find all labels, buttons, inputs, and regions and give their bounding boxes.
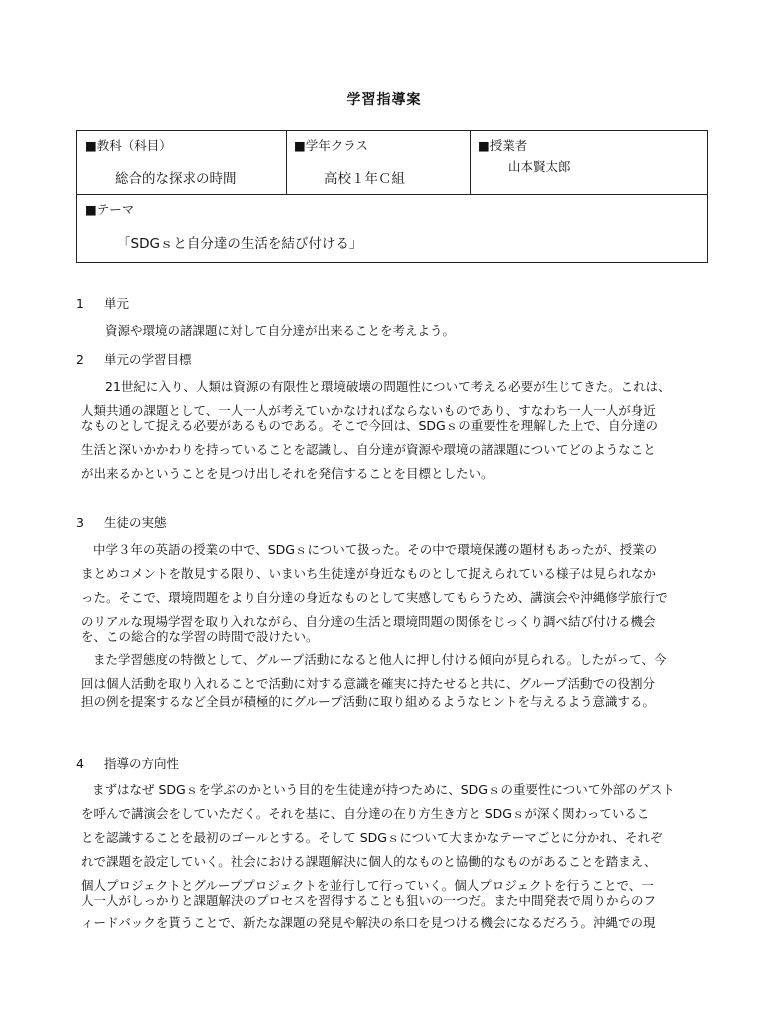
section-number: 3 bbox=[76, 515, 84, 530]
class-value: 高校１年Ｃ組 bbox=[324, 171, 405, 187]
section-4-line: れで課題を設定していく。社会における課題解決に個人的なものと協働的なものがあることを踏まえ、 bbox=[81, 854, 657, 869]
section-4-line: とを認識することを最初のゴールとする。そして SDGｓについて大まかなテーマごとに分かれ、それぞ bbox=[81, 830, 663, 845]
section-number: 1 bbox=[76, 296, 84, 311]
section-4-line: 個人プロジェクトとグループプロジェクトを並行して行っていく。個人プロジェクトを行うことで、一 bbox=[81, 878, 654, 893]
class-label: ■学年クラス bbox=[294, 138, 368, 153]
section-4-line: を呼んで講演会をしていただく。それを基に、自分達の在り方生き方と SDGｓが深く関わっているこ bbox=[81, 806, 650, 821]
section-3-line: のリアルな現場学習を取り入れながら、自分達の生活と環境問題の関係をじっくり調べ結び付ける機会 bbox=[81, 614, 656, 629]
section-2-line: 人類共通の課題として、一人一人が考えていかなければならないものであり、すなわち一人一人が身近 bbox=[81, 403, 656, 418]
section-3-line: 中学３年の英語の授業の中で、SDGｓについて扱った。その中で環境保護の題材もあったが、授業の bbox=[93, 542, 658, 557]
section-4-line: 人一人がしっかりと課題解決のプロセスを習得することも狙いの一つだ。また中間発表で周りからのフ bbox=[81, 893, 657, 908]
theme-value: 「SDGｓと自分達の生活を結び付ける」 bbox=[117, 236, 363, 252]
section-number: 2 bbox=[76, 352, 84, 367]
theme-label: ■テーマ bbox=[85, 202, 135, 217]
section-number: 4 bbox=[76, 756, 84, 771]
section-2-line: が出来るかということを見つけ出しそれを発信することを目標としたい。 bbox=[81, 466, 494, 481]
info-table bbox=[76, 130, 708, 263]
section-3-line: 担の例を提案するなど全員が積極的にグループ活動に取り組めるようなヒントを与えるよう意識する。 bbox=[81, 694, 656, 709]
section-title: 生徒の実態 bbox=[104, 515, 167, 530]
section-3-line: 回は個人活動を取り入れることで活動に対する意識を確実に持たせると共に、グループ活動での役割分 bbox=[81, 676, 656, 691]
teacher-label: ■授業者 bbox=[478, 138, 528, 153]
section-3-line: まとめコメントを散見する限り、いまいち生徒達が身近なものとして捉えられている様子は見られなか bbox=[81, 566, 657, 581]
subject-cell bbox=[77, 131, 286, 194]
subject-label: ■教科（科目） bbox=[85, 138, 172, 153]
section-title: 指導の方向性 bbox=[104, 756, 180, 771]
section-3-heading bbox=[76, 513, 167, 531]
section-3-line: また学習態度の特徴として、グループ活動になると他人に押し付ける傾向が見られる。したがって、今 bbox=[93, 652, 667, 667]
section-3-line: を、この総合的な学習の時間で設けたい。 bbox=[81, 629, 319, 644]
section-2-line: 21世紀に入り、人類は資源の有限性と環境破壊の問題性について考える必要が生じてきた。これは、 bbox=[105, 379, 671, 394]
teacher-cell bbox=[471, 131, 707, 194]
section-2-heading bbox=[76, 350, 192, 368]
section-1-line: 資源や環境の諸課題に対して自分達が出来ることを考えよう。 bbox=[105, 323, 456, 338]
section-3-line: った。そこで、環境問題をより自分達の身近なものとして実感してもらうため、講演会や沖縄修学旅行で bbox=[81, 590, 668, 605]
theme-cell bbox=[77, 195, 707, 262]
section-4-heading bbox=[76, 754, 179, 772]
section-4-line: まずはなぜ SDGｓを学ぶのかという目的を生徒達が持つために、SDGｓの重要性について外部のゲスト bbox=[92, 782, 675, 797]
section-4-line: ィードバックを貰うことで、新たな課題の発見や解決の糸口を見つける機会になるだろう。沖縄での現 bbox=[81, 915, 656, 930]
section-title: 単元の学習目標 bbox=[104, 352, 192, 367]
subject-value: 総合的な探求の時間 bbox=[115, 171, 237, 187]
class-cell bbox=[287, 131, 470, 194]
page-title: 学習指導案 bbox=[346, 92, 422, 108]
teacher-value: 山本賢太郎 bbox=[508, 159, 571, 174]
section-2-line: 生活と深いかかわりを持っていることを認識し、自分達が資源や環境の諸課題についてどのようなこと bbox=[81, 442, 656, 457]
section-title: 単元 bbox=[104, 296, 130, 311]
section-1-heading bbox=[76, 294, 129, 312]
section-2-line: なものとして捉える必要があるものである。そこで今回は、SDGｓの重要性を理解した上で、自分達の bbox=[81, 418, 658, 433]
